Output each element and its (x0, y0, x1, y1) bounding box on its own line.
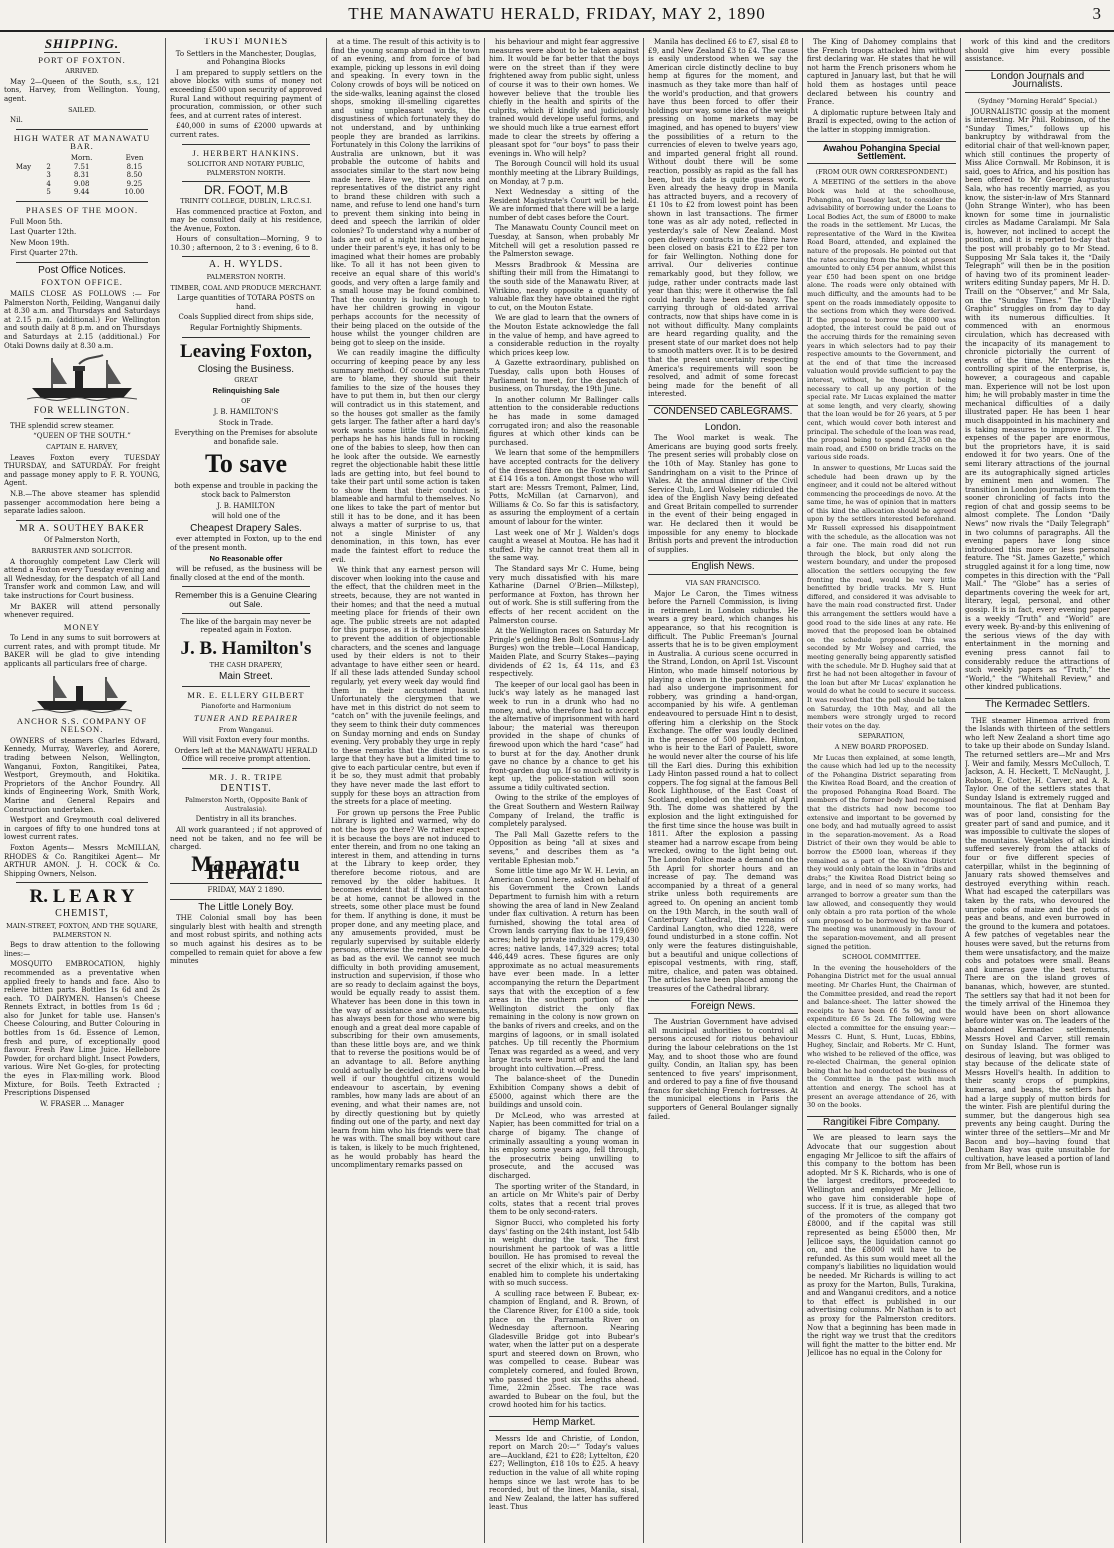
table-cell (4, 180, 43, 189)
divider (44, 52, 120, 53)
trust-sub: To Settlers in the Manchester, Douglas, and Pohangina Blocks (175, 49, 317, 67)
shipping-heading: SHIPPING. (44, 38, 120, 51)
separation-text: Mr Lucas then explained, at some length, the cause which had led up to the necessity of the Pohangina District separating from the Kiwitea Road Board, and the creation of the proposed Pohangina Road Board. The members of the former body had recognised that the districts had now become too extensive and important to be governed by one body, and had mutually agreed to assist in the separation-movement. As a Road District of their own they would be able to borrow the £5000 loan, whereas if they remained as a part of the Kiwitea District they would only obtain the loan in “dribs and drabs;” the Kiwitea Road District being so large, and in need of so many works, had arranged to borrow a greater sum than the law allowed, and consequently they would only obtain a pro rata portion of the whole sum proposed to be borrowed by the Board. The meeting was unanimously in favour of the separation-movement, and all present signed the petition. (807, 753, 956, 951)
baker-heading: MR A. SOUTHEY BAKER (19, 523, 145, 534)
table-row (4, 171, 160, 180)
column-7 (965, 38, 1110, 1543)
news-paragraph: Signor Bucci, who completed his forty days' fasting on the 24th instant, lost 54lb in weight during the task. The first nourishment he partook of was a little bouillon. He has promised to reveal the secret of the elixir which, it is said, has enabled him to complete his undertaking with so much success. (489, 1218, 639, 1288)
hamilton-stock: J. B. HAMILTON'S (213, 408, 279, 416)
column-2 (170, 38, 322, 1543)
anchor-heading: ANCHOR S.S. COMPANY OF NELSON. (16, 715, 148, 735)
lonely-heading: The Little Lonely Boy. (198, 901, 294, 913)
gilbert-text: Will visit Foxton every four months. (182, 736, 310, 745)
tripe-text: All work guaranteed ; if not approved of need not be taken, and no fee will be charged. (170, 826, 322, 852)
gilbert-sub: Pianoforte and Harmonium (200, 702, 291, 711)
table-row (4, 180, 160, 189)
divider (182, 586, 310, 587)
to-save-heading: To save (204, 449, 288, 479)
hemp-heading: Hemp Market. (532, 1417, 596, 1429)
divider (182, 686, 310, 687)
leary-heading: R. L E A R Y (29, 886, 135, 908)
divider (16, 520, 148, 521)
sailed-label: SAILED. (68, 105, 96, 114)
bargain-text: The like of the bargain may never be repeated again in Foxton. (180, 617, 312, 635)
wylds-text: Regular Fortnightly Shipments. (189, 324, 303, 333)
divider (16, 882, 148, 883)
table-cell: 4 (46, 179, 51, 188)
page-number: 3 (1092, 4, 1102, 23)
hankins-heading: J. HERBERT HANKINS. (192, 147, 300, 158)
article-paragraph: Manila has declined £6 to £7, sisal £8 to £9, and New Zealand £3 to £4. The cause is easily understood when we say the American circle distinctly decline to buy hemp at figures for the moment, and inasmuch as they take more than half of the world's production, and that growers have thus been forced to offer their holdings our way, some idea of the weight pressing on home markets may be imagined, and has opened to buyers' view the possibilities of a return to the currencies of eleven to twelve years ago, and imparted general fright all round. Without doubt there will be some reaction, possibly as rapid as the fall has been, but its date is quite guess work. Even already the heavy drop in Manila has attracted buyers, and a recovery of £1 10s to £2 from lowest point has been shown in last transactions. The firmer tone was as alr ady noted, reflected in yesterday's sale of New Zealand. Most open delivery contracts in the fibre have been closed on basis £21 to £22 per ton for fair Wellington. Nothing done for arrival. Our deliveries continue remarkably good, but they follow, we judge, rather under contracts made last year than this; were it otherwise the fall could hardly have been so heavy. The carrying through of old-dated arrival contracts, now that ships have come in is not without difficulty. Many complaints are heard regarding quality, and the present state of our market does not help to smooth matters over. It is to be desired that the present uncertainty respecting America's requirements will soon be resolved, and admit of some forecast being made for the benefit of all interested. (648, 38, 798, 399)
news-paragraph: Messrs Bradbrook & Messina are shifting their mill from the Himatangi to the south side of the Manawatu River, at Wirikino, nearly opposite a quantity of valuable flax they have obtained the right to cut, on the Mouton Estate. (489, 260, 639, 312)
paper-date: FRIDAY, MAY 2 1890. (207, 885, 285, 894)
column-5 (648, 38, 798, 1543)
news-paragraph: The sporting writer of the Standard, in an article on Mr White's pair of Derby colts, states that a recent trial proves them to be only second-raters. (489, 1182, 639, 1217)
article-paragraph: We think that any earnest person will discover when looking into the cause and the effect, that the children meet in the streets, because, they are not wanted in their homes; and that the need a mutual meeting place for friends of their own age. The public streets are not adapted for this purpose, as it is there impossible to prevent the addition of objectionable characters, and the scenes and language used by their elders is not to their advantage to have either seen or heard. If all these lads attended Sunday school regularly, yet every week day would find them in their accustomed haunt. Unfortunately the clergymen that we have met in this district do not seem to “catch on” with the juvenile feelings, and they seem to think their duty commences on Sunday morning and ends on Sunday evening. Very probably they urge in reply to these remarks that the district is so large that they have but a limited time to give to each particular centre, but even if it be so, they must admit that probably they have never made the last effort to supply for these boys an attraction from the streets for a place of meeting. (331, 566, 480, 807)
leary-items: MOSQUITO EMBROCATION, highly recommended as a preventative when applied freely to hands and face. Also to relieve bitten parts. Bottles 1s 6d and 2s each. TO DAIRYMEN. Hansen's Cheese Rennets Extract, in bottles from 1s 6d ; also for Junket for table use. Hansen's Cheese Colouring, and Butter Colouring in bottles from 1s 6d. Essence of Lemon, fresh and pure, of exceptionally good flavour. Fresh Paw Lime Juice. Hellebore Powder, for orchard blight. Insect Powders, various. Wire Net Go-gles, for protecting the eyes in Flax-milling work. Blood Mixture, for Boils. Teeth Extracted ; Prescriptions Dispensed (4, 960, 160, 1098)
table-row (4, 154, 160, 163)
tripe-trade: DENTIST. (220, 782, 272, 794)
column-4 (489, 38, 639, 1543)
baker-title: BARRISTER AND SOLICITOR. (31, 546, 133, 555)
column-rule (326, 38, 327, 1543)
table-cell: 3 (46, 171, 51, 180)
table-cell: 5 (46, 188, 51, 197)
moon-line: First Quarter 27th. (10, 249, 78, 258)
steamer-note: N.B.—The above steamer has splendid passenger accommodation here being a separate ladies saloon. (4, 489, 160, 516)
column-rule (802, 38, 803, 1543)
hemp-text: Messrs Ide and Christie, of London, report on March 20:—“ Today's values are—Auckland, £21 to £28; Lyttelton, £20 £27; Wellington, £18 10s to £25. A heavy reduction in the value of all white roping hemps since we last wrote has to be recorded, but of the lines, Manila, sisal, and New Zealand, the latter has suffered least. Thus (489, 1434, 639, 1512)
awahou-text: A MEETING of the settlers in the above block was held at the schoolhouse, Pohangina, on Tuesday last, to consider the advisability of borrowing under the Loans to Local Bodies Act, the sum of £8000 to make the roads in the settlement. Mr Lucas, the representative of the Ward in the Kiwitea Road Board, attended, and explained the nature of the proposals. He pointed out that the rates accruing from the block at present amounted to only £54 per annum, whilst this year £50 had been spent on one bridge alone. The roads were only obtained with much difficulty, and the amounts had to be spent on the roads immediately opposite to the sections from which they were derived. If the proposal to borrow the £8000 was adopted, the interest could be paid out of the accruing thirds for the remaining seven years in which selectors had to pay their respective amounts to the Government, and at the end of that time the increased valuation would provide sufficient to pay the interest, without, he thought, it being necessary to call up any portion of the special rate. Mr Lucas explained the matter at some length, and very clearly, showing that the loan would be for 26 years, at 5 per cent, which would cover both interest and principal. The schedule of the loan was read, the proposal being to spend £2,350 on the main road, and £500 on bridle tracks on the various side roads. (807, 178, 956, 462)
leary-text: Begs to draw attention to the following lines:— (4, 941, 160, 958)
news-paragraph: The Borough Council will hold its usual monthly meeting at the Library Buildings, on Monday, at 7 p.m. (489, 160, 639, 186)
news-paragraph: Last week one of Mr J. Walden's dogs caught a weasel at Moutoa. He has had it stuffed. Pity he cannot treat them all in the same way. (489, 528, 639, 563)
wylds-trade: TIMBER, COAL AND PRODUCE MERCHANT. (170, 283, 322, 292)
arrived-label: ARRIVED. (65, 67, 99, 76)
school-heading: SCHOOL COMMITTEE. (842, 953, 921, 962)
column-1 (4, 38, 160, 1543)
divider (182, 337, 310, 338)
money-text: To Lend in any sums to suit borrowers at current rates, and with prompt titude. Mr BAKER will be glad to give intending applicants all particulars free of charge. (4, 634, 160, 669)
gilbert-from: From Wanganui. (218, 725, 274, 734)
everything-text: Everything on the Premises for absolute and bonafide sale. (174, 429, 318, 446)
awahou-heading-box (807, 141, 956, 164)
jb-hamilton-heading: J. B. Hamilton's (180, 637, 312, 659)
table-cell: 8.15 (126, 162, 143, 171)
table-row (4, 188, 160, 197)
table-cell: May (15, 162, 32, 171)
moon-line: Full Moon 5th. (10, 217, 63, 226)
foreign-heading: Foreign News. (690, 1000, 756, 1012)
foreign-heading-box (648, 1000, 798, 1015)
gilbert-heading: MR. E. ELLERY GILBERT (187, 689, 305, 700)
post-heading: Post Office Notices. (38, 264, 126, 276)
foot-sub: TRINITY COLLEGE, DUBLIN, L.R.C.S.I. (180, 196, 312, 205)
baker-sub: Of Palmerston North, (43, 536, 121, 545)
foot-heading: DR. FOOT, M.B (204, 183, 288, 198)
column-rule (165, 38, 166, 1543)
table-cell: 9.25 (126, 179, 143, 188)
tide-heading: HIGH WATER AT MANAWATU BAR. (13, 132, 151, 152)
foot-text: Has commenced practice at Foxton, and may be consulted daily at his residence, the Avenue, Foxton. (170, 207, 322, 233)
kermadec-text: THE steamer Hinemoa arrived from the Islands with thirteen of the settlers who left New Zealand a short time ago to take up their abode on Sunday Island. The returned settlers are—Mr and Mrs J. Weir and family, Messrs McCulloch, T. Jackson, A. H. Heckett, T. McNaught, J. Robson, E. Cotter, H. Carver, and A. R. Taylor. One of the settlers states that Sunday Island is extremely rugged and mountainous. The flat at Denham Bay was of poor land, consisting for the greater part of sand and pumice, and it was impossible to cultivate the slopes of the mountains. Vegetables of all kinds suffered severely from the attacks of four or five different species of caterpillar, whilst in the beginning of January rats showed themselves and destroyed everything within reach. What had escaped the caterpillars was taken by the rats, who devoured the unripe cobs of maize and the pods of peas and beans, and even burrowed in the ground to the kumera and potatoes. A few patches of vegetables near the houses were saved, but the returns from them were unsatisfactory, and the maize cobs and potatoes were small. Beans and kumeras gave the best returns. There are on the island groves of bananas, which, however, are stunted. The settlers say that had it not been for the timely arrival of the Hinemoa they would have been on short allowance before winter was on. The leaders of the abandoned Kermadec settlements, Messrs Hovel and Carver, still remain on Sunday Island. The former was desirous of leaving, but was obliged to stay because of the delicate state of Messrs Hovell's health. In addition to their scanty crops of pumpkins, kumeras, and beans, the settlers had had a large supply of mutton birds for the winter. Fish are plentiful during the summer, but the dangerous high sea prevents any being caught. During the winter three of the settlers—Mr and Mr Bacon and boy—having found that Denham Bay was quite unsuitable for cultivation, have leased a portion of land from Mr Bell, whose run is (965, 716, 1110, 1172)
anchor-agents: Foxton Agents— Messrs McMILLAN, RHODES & Co. Rangitikei Agent— Mr ARTHUR AMON. J. H. COCK & Co. Shipping Owners, Nelson. (4, 843, 160, 878)
column-rule (643, 38, 644, 1543)
news-paragraph: The keeper of our local gaol has been in luck's way lately as he managed last week to run in a drunk who had no money, and, who therefore had to accept the alternative of imprisonment with hard labour; the material was thereupon provided in the shape of chunks of firewood upon which the hard “case” had to burst at for the day. Another drunk gave no chance by a chance to get his front-garden dug up. If so much activity is kept up, the police-station will soon assume a tidily cultivated section. (489, 680, 639, 792)
news-paragraph: The balance-sheet of the Dunedin Exhibition Company shows a debit of £5000, against which there are the buildings and unsold coin. (489, 1075, 639, 1110)
news-paragraph: The Standard says Mr C. Hume, being very much dissatisfied with his mare Katharine (Darnel O'Brien—Milkstep), performance at Foxton, has thrown her out of work. She is still suffering from the effects of her recent accident on the Palmerston course. (489, 565, 639, 625)
column-3 (331, 38, 480, 1543)
cable-text: The Wool market is weak. The Americans are buying good sorts freely. The present series will probably close on the 10th of May. Stanley has gone to Sandringham on a visit to the Prince of Wales. At the annual dinner of the Civil Service Club, Lord Wolseley ridiculed the idea of the English Navy being defeated and Great Britain compelled to surrender in the event of their being engaged in war. He declared then it would be impossible for any enemy to blockade British ports and prevent the introduction of supplies. (648, 434, 798, 554)
table-cell (4, 171, 43, 180)
news-paragraph: Dr McLeod, who was arrested at Napier, has been committed for trial on a charge of bigamy. The change of criminally assaulting a young woman in his employ some years ago, fell through, the prosecutrix being unwilling to prosecute, and the accused was discharged. (489, 1111, 639, 1180)
sailed-text: Nil. (10, 116, 23, 125)
to-save-text: both expense and trouble in packing the stock back to Palmerston (174, 482, 318, 499)
cable-heading-box (648, 405, 798, 420)
cable-heading: CONDENSED CABLEGRAMS. (653, 405, 793, 417)
article-paragraph: The King of Dahomey complains that the French troops attacked him without first declaring war. He states that he will not harm the French prisoners whom he captured in January last, but that he will hold them as hostages until peace declared between his country and France. (807, 38, 956, 107)
column-rule (960, 38, 961, 1543)
journals-sub: (Sydney “Morning Herald” Special.) (977, 96, 1098, 105)
cash-drapery: THE CASH DRAPERY, (209, 660, 283, 669)
rangitikei-heading: Rangitikei Fibre Company. (822, 1116, 941, 1128)
kermadec-heading: The Kermadec Settlers. (984, 698, 1091, 710)
cheapest-heading: Cheapest Drapery Sales. (190, 522, 302, 534)
no-offer-heading: No Reasonable offer (209, 553, 283, 563)
divider (182, 613, 310, 614)
steamer-text: THE splendid screw steamer. (10, 421, 115, 430)
article-paragraph: For grown up persons the Free Public Library is lighted and warmed, why do not the boys go there? We rather expect it is because the boys are not induced to enter therein, and from no one taking an interest in them, and attending in turns at the Library to keep order, they therefore become riotous, and are removed by the older habitues. It becomes evident that if the boys cannot be at home, cannot be allowed in the streets, some other place must be found for them. If anything is done, it must be proper done, and any meeting place, and any amusements provided, must be regularly supervised by suitable elderly persons, otherwise the remedy would be as bad as the evil. We cannot see much difficulty in both providing amusement, instruction and supervision, if those who are so ready to declaim against the boys, would be equally ready to assist them. Whatever has been done in this town in the way of assistance and amusements, has always been for those who were big enough and a great deal more capable of subscribing for their own amusements, than these little boys are, and we think that to reverse the positions would be of an advantage to all. Before anything could actually be decided on, it would be well if our thoughtful citizens would endeavour to ascertain, by evening rambles, how many lads are about of an evening, and what their names are, not by directly questioning but by quietly finding out one of the party, and next day learn from him who his friends were that he was with. The small boy without care is taken, is likely to be much frightened, as he would probably has heard the uncomplimentary remarks passed on (331, 808, 480, 1170)
steamer-illustration (27, 354, 137, 402)
gilbert-trade: TUNER AND REPAIRER (193, 713, 299, 724)
table-cell (4, 154, 43, 163)
table-cell: 8.50 (126, 171, 143, 180)
trust-text: I am prepared to supply settlers on the above blocks with sums of money not exceeding £500 upon security of approved Rural Land without requiring payment of procuration, commission, or other such fees, and at current rates of interest. (170, 68, 322, 120)
english-heading-box (648, 560, 798, 575)
english-text: Major Le Caron, the Times witness before the Parnell Commission, is living in retirement in London suburbs. He wears a grey beard, which changes his appearance, so that his recognition is difficult. The Public Freeman's Journal asserts that he is to be given employment in Australia. A curious scene occurred in the Strand, London, on April 1st. Viscount Hinton, who made himself notorious by playing a clown in the pantomimes, and had also undergone imprisonment for robbery, was grinding a hand-organ, accompanied by his wife. A gentleman endeavoured to persuade Hint n to desist, offering him a clerkship on the Stock Exchange. The offer was loudly declined in the presence of 500 people. Hinton, who is heir to the Earl of Paulett, swore he would never alter the course of his life till the Earl dies. During this exhibition Lady Hinton passed round a hat to collect coppers. The fog signal at the famous Bell Rock Lighthouse, of the East Coast of Scotland, exploded on the night of April 9th. The dome was shattered by the explosion and the light extinguished for the first time since the house was built in 1811. After the explosion a passing steamer had a narrow escape from being wrecked, owing to the light being out. The London Police made a demand on the 5th April for shorter hours and an increase of pay. The demand was accompanied by a threat of a general strike unless both requirements are agreed to. On opening an ancient tomb on the 19th March, in the south wall of Canterbury Cathedral, the remains of Cardinal Langton, who died 1228, were found undisturbed in a stone coffin. Not only were the features distinguishable, but a beautiful and unique collections of episcopal vestments, with ring, staff, mitre, chalice, and paten was obtained. The articles have been placed among the treasures of the Cathedral library. (648, 589, 798, 993)
article-paragraph: We can readily imagine the difficulty occurring of keeping peace by any less summary method. Of course the parents are to blame, they should suit their families to the size of the houses they have to put them in, but then our clergy will contradict us in this statement, and so the houses got smaller as the family gets larger. The father after a hard day's work wants some little time to himself, perhaps he has his hands full in rocking one of the babies to sleep, how then can he look after the outside. We earnestly regret the objectionable habit these little lads are getting into, but feel bound to take their part until some action is taken to show them that their conduct is blameable and harmful to themselves. No one likes to take the part of mentor but still it has to be done, and it has been always a matter of surprise to us, that not a single Minister of any denomination, in this town, has ever made the faintest effort to reduce the evil. (331, 349, 480, 564)
foot-hours: Hours of consultation—Morning, 9 to 10.30 ; afternoon, 2 to 3 : evening, 6 to 8. (170, 235, 322, 252)
hamilton-plain: J. B. HAMILTON (216, 501, 275, 510)
captain: CAPTAIN E. HARVEY, (46, 443, 118, 451)
anchor-text: Westport and Greymouth coal delivered in cargoes of fifty to one hundred tons at lowest current rates. (4, 816, 160, 842)
tripe-heading: MR. J. R. TRIPE (209, 772, 283, 783)
masthead-title: THE MANAWATU HERALD, FRIDAY, MAY 2, 1890 (348, 4, 766, 23)
journals-heading-box (965, 70, 1110, 93)
journals-heading: London Journals and Journalists. (990, 70, 1085, 91)
news-paragraph: The Manawatu County Council meet on Tuesday, at Sanson, when probably Mr Mitchell will get a resolution passed re the Palmerston sewage. (489, 224, 639, 259)
rangitikei-heading-box (807, 1116, 956, 1131)
divider (44, 418, 120, 419)
table-cell: Morn. (70, 153, 93, 162)
news-paragraph: We are glad to learn that the owners of the Mouton Estate acknowledge the fall in the value of hemp, and have agreed to a considerable reduction in the royalty which prices keep low. (489, 314, 639, 357)
baker-text: Mr BAKER will attend personally whenever required. (4, 602, 160, 620)
attempted-text: ever attempted in Foxton, up to the end of the present month. (170, 535, 322, 552)
great-label: GREAT (234, 376, 258, 385)
table-cell: 10.00 (124, 188, 145, 197)
news-paragraph: Next Wednesday a sitting of the Resident Magistrate's Court will be held. We are informed that there will be a large number of debt cases before the Court. (489, 188, 639, 222)
leary-manager: W. FRASER ... Manager (40, 1099, 124, 1108)
column-6 (807, 38, 956, 1543)
separation-sub: A NEW BOARD PROPOSED. (834, 742, 929, 751)
table-cell (4, 188, 43, 197)
journals-text: JOURNALISTIC gossip at the moment is interesting. Mr Phil. Robinson, of the “Sunday Times,” follows up his bankruptcy by withdrawal from the editorial chair of that well-known paper, which still continues the property of Miss Alice Cornwall. Mr Robinson, it is said, goes to Africa, and his position has been offered to Mr George Augustus Sala, who has recently married, as you know, the sister-in-law of Mrs Stannard (John Strange Winter), who has been known for some time in journalistic circles as Madame Caralampi. Mr Sala is, however, not inclined to accept the position, and it is reported to-day that the post will probably go to Mr Stead. Supposing Mr Sala takes it, the “Daily Telegraph” will then be in the position of having two of its prominent leader-writers editing Sunday papers, Mr H. D. Traill on the “Observer,” and Mr Sala, on the “Sunday Times.” The “Daily Graphic” struggles on from day to day with its numerous difficulties. It commenced with an enormous circulation, which has decreased with the incapacity of its management to chronicle pictorially the current of events of the time. Mr Thomas the controlling spirit of the enterprise, is, however, a courageous and capable man. Experience will not be lost upon him; he will probably master in time the mechanical difficulties of a daily illustrated paper. He has been 1 hear much disappointed in his machinery and is taking measures to improve it. The expenses of the paper are enormous, but the proprietors have, it is said endowed it for two years. One of the semi literary attractions of the journal are its autographically signed articles by eminent men and women. The transition in London journalism from the sooner chronicling of facts into the region of chat and gossip seems to be almost complete. The London “Daily News” now rivals the “Daily Telegraph” in two columns of paragraphs. All the evening papers have long since introduced this more or less personal feature. The “St. James Gazette,” which struggled against it for a long time, now competes in this direction with the “Pall Mall.” The “Globe” has a series of departments covering the week for art, literary, legal, personal, and other gossip. It is in fact, every evening paper is a weekly “Truth” and “World” are every week. By-and-by this enlivening of the serious views of the day with entertainment in the morning and evening press cannot fail to considerably reduce the attractions of such weekly papers as “Truth,” the “World,” the “Whitehall Review,” and other kindred publications. (965, 107, 1110, 692)
refused-text: will be refused, as the business will be finally closed at the end of the month. (170, 565, 322, 582)
gilbert-orders: Orders left at the MANAWATU HERALD Office will receive prompt attention. (174, 746, 318, 764)
port-heading: PORT OF FOXTON. (38, 54, 126, 65)
article-paragraph: A diplomatic rupture between Italy and Brazil is expected, owing to the action of the latter in stopping immigration. (807, 108, 956, 134)
separation-heading: SEPARATION, (858, 732, 905, 741)
steamer-name: “QUEEN OF THE SOUTH.” (33, 432, 131, 441)
tripe-text: Dentistry in all its branches. (195, 815, 297, 824)
article-paragraph: his behaviour and might fear aggressive measures were about to be taken against him. It would be far better that the boys were on the street than if they were frightened away from public sight, unless of course it was to their own homes. We however believe that the trouble lies chiefly in the health and spirits of the culprits, which if kindly and judiciously trained would develope useful forms, and we should much like a true earnest effort made to clear the streets by offering a pleasant spot for “our boys” to pass their evenings in. Who will help? (489, 38, 639, 158)
relinquishing-heading: Relinquishing Sale (212, 385, 280, 395)
via-label: VIA SAN FRANCISCO. (685, 579, 761, 588)
moon-heading: PHASES OF THE MOON. (25, 204, 139, 215)
closing-heading: Closing the Business. (197, 363, 295, 375)
news-paragraph: In another column Mr Ballinger calls attention to the considerable reductions he has made in some damaged corrugated iron; and also the reasonable figures at which other kinds can be purchased. (489, 395, 639, 447)
table-cell (43, 154, 54, 163)
stock-in-trade: Stock in Trade. (218, 418, 274, 427)
table-cell: 8.31 (73, 171, 90, 180)
news-paragraph: At the Wellington races on Saturday Mr Pringle's gelding Ben Bolt (Sommus-Lady Burges) won the treble—Local Handicap, Maiden Plate, and Scurry Stakes—paying dividends of £2 1s, £4 11s, and £3 respectively. (489, 627, 639, 679)
divider (182, 768, 310, 769)
table-cell: 9.08 (73, 179, 90, 188)
foreign-text: The Austrian Government have advised all municipal authorities to control all persons accused for riotous behaviour during the labour celebrations on the 1st May, and to shoot those who are found guilty. Condin, an Italian spy, has been sentenced to five years' imprisonment, and ordered to pay a fine of five thousand francs for sketching French fortresses. At the municipal elections in Paris the supporters of General Boulanger signally failed. (648, 1018, 798, 1121)
divider (182, 256, 310, 257)
news-paragraph: Owing to the strike of the employes of the Great Southern and Western Railway Company of Ireland, the traffic is completely paralysed. (489, 794, 639, 829)
will-hold: will hold one of the (211, 512, 281, 521)
wellington-heading: FOR WELLINGTON. (33, 405, 131, 416)
steamer-body: Leaves Foxton every TUESDAY THURSDAY, and SATURDAY. For freight and passage money apply to F. R. YOUNG, Agent. (4, 453, 160, 488)
divider (16, 262, 148, 263)
paper-title: Manawatu Herald. (191, 850, 301, 885)
article-paragraph: at a time. The result of this activity is to find the young scamp abroad in the town of an evening, and from force of bad example, picking up lessons in evil doing and speaking. In every town in the Colony crowds of boys will be noticed on the side-walks, leaning against the closed shops, smoking ill-smelling cigarettes and using unpleasant words, the disgustiness of which fortunately they do not understand, and by unthinking people they are branded as larrikins. Fortunately in this Colony the larrikins of Australia are unknown, but it was probable the outcome of habits and associates similar to the start now being made here. Have we, the parents and representatives of the district any right to brand these children with such a name, and refuse to lend one hand's turn to prevent them sinking into being in deed and speech the larrikin of older colonies? To understand why a number of lads are out of a night instead of being under their parent's eye, it has only to be imagined what their homes are probably like. To all it has not been given to receive an equal share of this world's goods, and very often a large family and a small house may be found combined. That the country is luckily enough to have her children growing in vigour perhaps accounts for the necessity of their being placed on the outside of the house whilst the younger children are being got to sleep on the inside. (331, 38, 480, 347)
news-paragraph: Some little time ago Mr W. H. Levin, an American Consul here, asked on behalf of his Government the Crown Lands Department to furnish him with a return showing the area of land in New Zealand under flax cultivation. A return has been furnished, showing the total area of Crown lands carrying flax to be 119,690 acres; held by private individuals 179,430 acres; native lands, 147,329 acres; total 446,449 acres. These figures are only approximate as no actual measurements have ever been made. In a letter accompanying the return the Department says that with the exception of a few areas in the southern portion of the Wellington district the only flax remaining in the colony is now grown on the banks of rivers and creeks, and on the margins of lagoons, or in small isolated patches. Up till recently the Phormium Tenax was regarded as a weed, and very large tracts were burnt off and the land brought into cultivation.—Press. (489, 867, 639, 1073)
kermadec-heading-box (965, 698, 1110, 713)
lonely-text: THE Colonial small boy has been singularly blest with health and strength and most robust spirits, and nothing acts so much against his desires as to be compelled to remain quiet for above a few minutes (170, 914, 322, 966)
arrived-text: May 2—Queen of the South, s.s., 121 tons, Harvey, from Wellington. Young, agent. (4, 77, 160, 103)
school-text: In the evening the householders of the Pohangina District met for the usual annual meeting. Mr Charles Hunt, the Chairman of the Committee presided, and read the report and balance-sheet. The latter showed the receipts to have been £6 5s 9d, and the expenditure £6 5s 2d. The following were elected a committee for the ensuing year:—Messrs C. Hunt, S. Hunt, Lucas, Ebbins, Hughey, Sinclair, and Roberts. Mr C. Hunt, who wished to be relieved of the office, was re-elected Chairman, the general opinion being that he had conducted the business of the Committee in the past with much attention and energy. The school has at present an average attendance of 26, with 30 on the books. (807, 963, 956, 1110)
table-cell: 7.51 (73, 162, 90, 171)
anchor-text: OWNERS of steamers Charles Edward, Kennedy, Murray, Waverley, and Aorere, trading between Nelson, Wellington, Wanganui, Foxton, Rangitikei, Patea, Westport, Greymouth, and Hokitika. Proprietors of the Anchor Foundry. All kinds of Engineering Work, Smith Work, Marine and General Repairs and Construction undertaken. (4, 736, 160, 814)
awahou-text: In answer to questions, Mr Lucas said the schedule had been drawn up by the engineer, and it could not be altered without commencing the proceedings de novo. At the same time, he was of opinion that in matters of this kind the allocation should be agreed upon by the settlers interested beforehand. Mr Russell expressed his disappointment with the schedule, as the allocation was not a fair one. The main road did not run through the block, but only along the western boundary, and under the proposed allocation the settlers occupying the few fronting the road, would be very little benefitted by bridle tracks. Mr S. Hunt differed, and considered it was advisable to have the main road constructed first. Under this arrangement the settlers would have a good road to the side lines at any rate. He moved that the proposed loan be obtained on the schedule proposed. This was seconded by Mr Wolsey and carried, the meeting generally being apparently satisfied with the schedule. Mr D. Hughey said that at first he had not been altogether in favour of the loan but after Mr Lucas' explanation he would do what he could to secure it success. It was resolved that the poll should be taken on Saturday, the 10th May, and all the members were strongly urged to record their votes on the day. (807, 463, 956, 730)
hemp-heading-box (489, 1416, 639, 1431)
divider (16, 129, 148, 130)
baker-text: A thoroughly competent Law Clerk will attend a Foxton every Tuesday evening and all Wednesday, for the despatch of all Land Transfer work and common Law, and will take instructions for Court business. (4, 557, 160, 600)
news-paragraph: The Pall Mall Gazette refers to the Opposition as being “all at sixes and sevens,” and describes them as “a veritable Ephesian mob.” (489, 830, 639, 865)
wylds-text: Coals Supplied direct from ships side, (178, 313, 314, 322)
moon-line: Last Quarter 12th. (10, 228, 77, 237)
leaving-heading: Leaving Foxton, (180, 340, 312, 362)
steamer-illustration (32, 673, 132, 713)
table-cell: 2 (46, 162, 51, 171)
of-label: OF (241, 397, 251, 406)
table-row (4, 163, 160, 172)
awahou-sub: (FROM OUR OWN CORRESPONDENT.) (815, 167, 948, 176)
hankins-sub: SOLICITOR AND NOTARY PUBLIC, PALMERSTON NORTH. (187, 160, 305, 177)
article-paragraph: work of this kind and the creditors should give him every possible assistance. (965, 38, 1110, 64)
tripe-address: Palmerston North, (Opposite Bank of Australasia). (184, 796, 308, 813)
wylds-text: Large quantities of TOTARA POSTS on hand. (177, 294, 315, 311)
main-street: Main Street. (219, 671, 273, 683)
money-heading: MONEY (63, 621, 101, 632)
news-paragraph: A Gazette extraordinary, published on Tuesday, calls upon both Houses of Parliament to meet, for the despatch of business, on Thursday, the 19th June. (489, 359, 639, 394)
rangitikei-text: We are pleased to learn says the Advocate that our suggestion about engaging Mr Jellicoe to sift the affairs of this company to the bottom has been adopted. Mr S K. Richards, who is one of the largest creditors, proceeded to Wellington and employed Mr Jellicoe, who gave him considerable hope of success. If it is true, as alleged that two of the promoters of the company got £8000, and if the capital was still represented as being £5000 then, Mr Jellicoe says, the liquidation cannot go on, and the £8000 will have to be refunded. As this sum would meet all the company's liabilities no liquidation would be needed. Mr Richards is willing to act as proxy for the Marton, Bulls, Turakina, and and Wanganui creditors, and a notice to that effect is published in our advertising columns. Mr Nathan is to act as proxy for the Palmerston creditors. Now that a beginning has been made in the right way we trust that the creditors will fight the matter to the bitter end. Mr Jellicoe has no equal in the Colony for (807, 1134, 956, 1358)
leary-sub: CHEMIST, (55, 908, 109, 920)
post-text: MAILS CLOSE AS FOLLOWS :— For Palmerston North, Feilding, Wanganui daily at 8.30 a.m. and Thursdays and Saturdays at 2.15 p.m. (additional.) For Wellington and south daily at 8 p.m. and on Thursdays and Saturdays at 2.15 (additional.) For Otaki Downs daily at 8.30 a.m. (4, 290, 160, 350)
divider (182, 144, 310, 145)
tide-table (4, 154, 160, 197)
news-paragraph: A sculling race between F. Bubear, ex-champion of England, and R. Brown, of the Clarence River, for £100 a side, took place on the Parramatta River on Wednesday afternoon. Nearing Gladesville Bridge got into Bubear's water, when the latter put on a desperate spurt and steered down on Brown, who was compelled to cease. Bubear was completely cornered, and fouled Brown, who passed the post six lengths ahead. Time, 22min 25sec. The race was awarded to Bubear on the foul, but the crowd hooted him for his tactics. (489, 1289, 639, 1410)
column-rule (484, 38, 485, 1543)
masthead (0, 0, 1114, 32)
divider (16, 201, 148, 202)
leary-address: MAIN-STREET, FOXTON, AND THE SQUARE, PALMERSTON N. (6, 921, 158, 939)
remember-heading: Remember this is a Genuine Clearing out Sale. (175, 590, 317, 609)
wylds-sub: PALMERSTON NORTH. (206, 273, 286, 282)
table-cell: 9.44 (73, 188, 90, 197)
table-cell: Even (125, 153, 144, 162)
trust-heading: TRUST MONIES (203, 38, 289, 47)
wylds-heading: A. H. WYLDS. (208, 259, 284, 271)
news-paragraph: We learn that some of the hempmillers have accepted contracts for the delivery of the dressed fibre on the Foxton wharf at £14 16s a ton. Amongst those who will start are: Messrs Tremont, Palmer, Lind, Potts, McMillan (at Carnarvon), and Williams & Co. So far this is satisfactory, as assuring the employment of a certain amount of labour for the winter. (489, 449, 639, 527)
awahou-heading: Awahou Pohangina Special Settlement. (822, 142, 941, 162)
paper-date-box (170, 883, 322, 900)
english-heading: English News. (691, 561, 755, 573)
moon-line: New Moon 19th. (10, 238, 70, 247)
london-heading: London. (704, 421, 742, 433)
trust-text: £40,000 in sums of £2000 upwards at current rates. (170, 122, 322, 139)
divider (182, 181, 310, 182)
post-sub: FOXTON OFFICE. (41, 277, 123, 288)
